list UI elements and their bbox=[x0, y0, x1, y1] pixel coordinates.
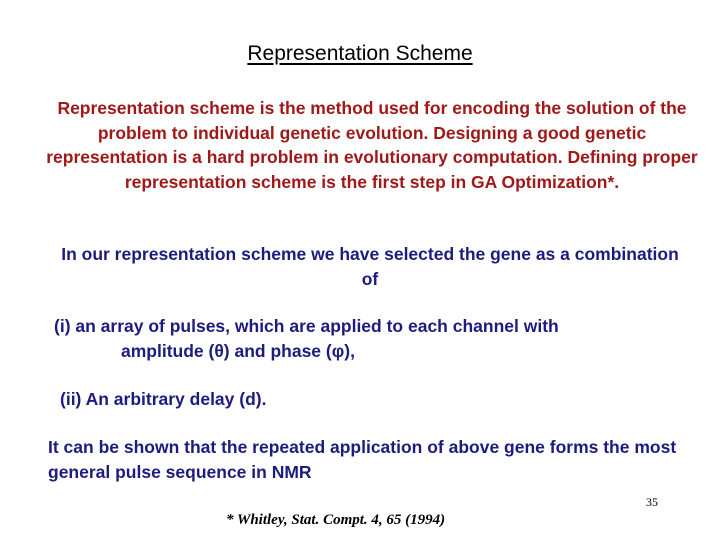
list-item-pulses bbox=[54, 314, 694, 363]
representation-paragraph: In our representation scheme we have selected the gene as a combination of bbox=[61, 244, 679, 289]
list-item-pulses-line2: amplitude (θ) and phase (φ), bbox=[121, 340, 355, 361]
footnote-citation: * Whitley, Stat. Compt. 4, 65 (1994) bbox=[226, 512, 446, 528]
list-item-pulses-line1: (i) an array of pulses, which are applied to each channel with bbox=[54, 316, 559, 336]
list-item-delay: (ii) An arbitrary delay (d). bbox=[60, 389, 267, 409]
page-number: 35 bbox=[646, 495, 658, 509]
conclusion-paragraph: It can be shown that the repeated application of above gene forms the most general pulse sequence in NMR bbox=[48, 437, 677, 482]
slide-title: Representation Scheme bbox=[247, 42, 473, 65]
intro-paragraph: Representation scheme is the method used for encoding the solution of the problem to individual genetic evolution. Designing a good genetic representation is a hard problem in evolutionary computation. Defining proper representation scheme is the first step in GA Optimization*. bbox=[46, 98, 698, 192]
